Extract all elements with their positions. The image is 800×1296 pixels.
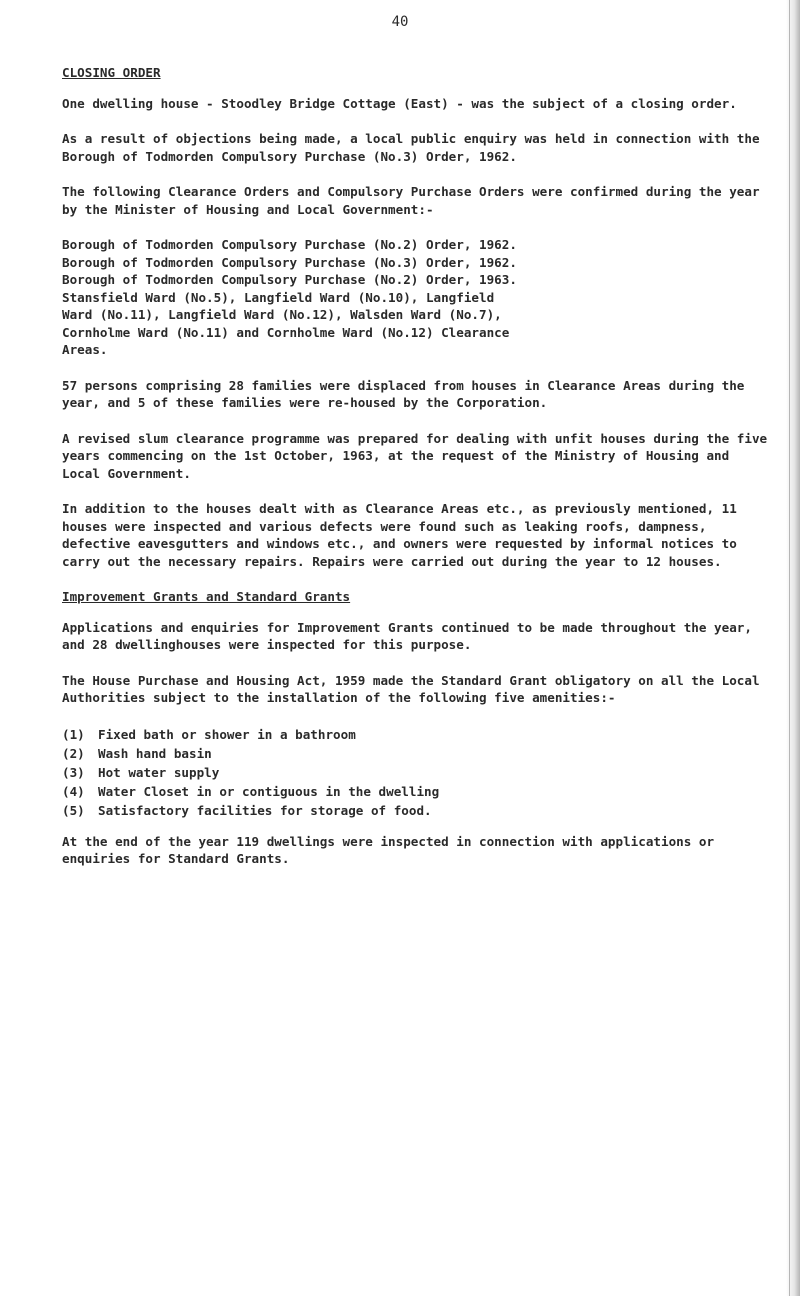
list-item bbox=[62, 744, 774, 763]
amenity-text: Hot water supply bbox=[98, 764, 220, 780]
repairs-paragraph: In addition to the houses dealt with as Clearance Areas etc., as previously mentioned, 11 houses were inspected and various defects were found such as leaking roofs, dampness, defective eavesgutters and windows etc., and owners were requested by informal notices to carry out the necessary repairs. Repairs were carried out during the year to 12 houses. bbox=[62, 501, 745, 569]
public-enquiry-paragraph: As a result of objections being made, a local public enquiry was held in connection with the Borough of Todmorden Compulsory Purchase (No.3) Order, 1962. bbox=[62, 131, 768, 164]
page-number: 40 bbox=[391, 14, 409, 30]
amenity-text: Water Closet in or contiguous in the dwelling bbox=[98, 783, 440, 799]
amenity-text: Satisfactory facilities for storage of food. bbox=[98, 802, 432, 818]
order-line: Borough of Todmorden Compulsory Purchase (No.2) Order, 1963. bbox=[62, 272, 517, 287]
amenity-number: (2) bbox=[62, 745, 85, 761]
list-item bbox=[62, 801, 774, 820]
order-line: Areas. bbox=[62, 342, 108, 357]
order-line: Stansfield Ward (No.5), Langfield Ward (No.10), Langfield bbox=[62, 289, 495, 305]
list-item bbox=[62, 782, 774, 801]
standard-grants-inspected-paragraph: At the end of the year 119 dwellings were inspected in connection with applications or enquiries for Standard Grants. bbox=[62, 833, 722, 866]
amenities-list bbox=[62, 725, 774, 820]
orders-list bbox=[62, 236, 774, 359]
improvement-grants-paragraph: Applications and enquiries for Improvement Grants continued to be made throughout the year, and 28 dwellinghouses were inspected for this purpose. bbox=[62, 619, 760, 652]
amenity-number: (5) bbox=[62, 802, 85, 818]
amenity-number: (4) bbox=[62, 783, 85, 799]
closing-order-heading: CLOSING ORDER bbox=[62, 65, 161, 80]
order-line: Borough of Todmorden Compulsory Purchase (No.3) Order, 1962. bbox=[62, 254, 517, 270]
amenity-number: (1) bbox=[62, 726, 85, 742]
list-item bbox=[62, 763, 774, 782]
closing-order-paragraph: One dwelling house - Stoodley Bridge Cottage (East) - was the subject of a closing order. bbox=[62, 95, 737, 111]
orders-confirmed-paragraph: The following Clearance Orders and Compulsory Purchase Orders were confirmed during the year by the Minister of Housing and Local Government:- bbox=[62, 184, 768, 217]
amenity-number: (3) bbox=[62, 764, 85, 780]
order-line: Ward (No.11), Langfield Ward (No.12), Walsden Ward (No.7), bbox=[62, 307, 502, 322]
displaced-persons-paragraph: 57 persons comprising 28 families were displaced from houses in Clearance Areas during the year, and 5 of these families were re-housed by the Corporation. bbox=[62, 377, 752, 410]
slum-clearance-paragraph: A revised slum clearance programme was prepared for dealing with unfit houses during the five years commencing on the 1st October, 1963, at the request of the Ministry of Housing and Local Government. bbox=[62, 430, 775, 481]
order-line: Cornholme Ward (No.11) and Cornholme Ward (No.12) Clearance bbox=[62, 324, 510, 340]
grants-heading: Improvement Grants and Standard Grants bbox=[62, 589, 351, 604]
page-edge-line bbox=[789, 0, 790, 1296]
order-line: Borough of Todmorden Compulsory Purchase (No.2) Order, 1962. bbox=[62, 237, 517, 252]
amenity-text: Fixed bath or shower in a bathroom bbox=[98, 726, 356, 742]
amenity-text: Wash hand basin bbox=[98, 745, 212, 761]
document-body bbox=[62, 64, 774, 886]
standard-grant-paragraph: The House Purchase and Housing Act, 1959 made the Standard Grant obligatory on all the Local Authorities subject to the installation of the following five amenities:- bbox=[62, 672, 768, 705]
list-item bbox=[62, 725, 774, 744]
